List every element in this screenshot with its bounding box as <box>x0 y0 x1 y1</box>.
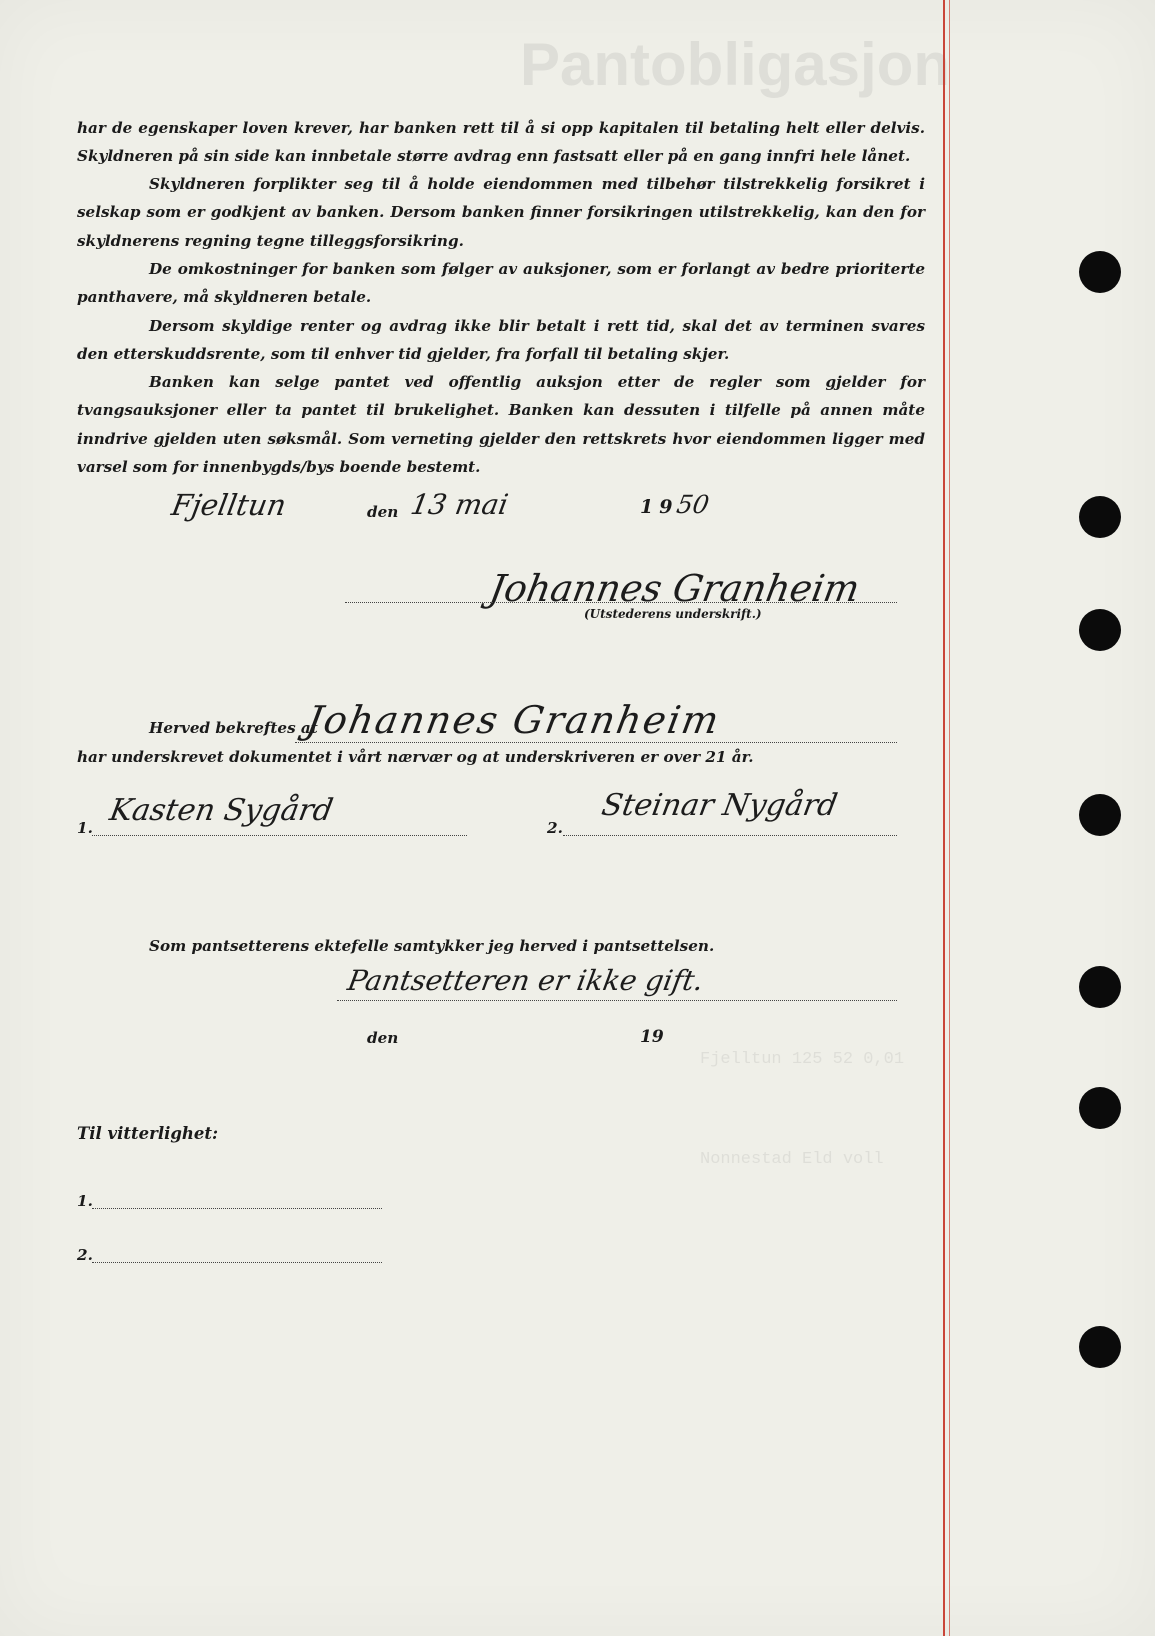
confirmed-name-handwritten: Johannes Granheim <box>303 698 724 742</box>
confirmed-name-line <box>295 742 897 743</box>
witness-confirm-prefix: Herved bekreftes at <box>149 719 318 737</box>
punch-hole <box>1079 251 1121 293</box>
issuer-signature-line <box>345 602 897 603</box>
punch-hole <box>1079 609 1121 651</box>
bleed-through-heading: Pantobligasjon <box>520 31 951 98</box>
vitterlighet-line2 <box>92 1262 382 1263</box>
witness1-number: 1. <box>77 819 93 837</box>
date-den-label: den <box>367 503 399 521</box>
margin-line-secondary <box>949 0 950 1636</box>
margin-line <box>943 0 945 1636</box>
punch-hole <box>1079 1087 1121 1129</box>
date-handwritten: 13 mai <box>408 488 511 521</box>
spouse-den-label: den <box>367 1029 399 1047</box>
vitterlighet-line2-number: 2. <box>77 1246 93 1264</box>
date-year-handwritten: 50 <box>674 490 712 519</box>
witness-confirm-statement: har underskrevet dokumentet i vårt nærvær og at underskriveren er over 21 år. <box>77 748 754 766</box>
paragraph-auction-costs: De omkostninger for banken som følger av auksjoner, som er forlangt av bedre prioriterte panthavere, må skyldneren betale. <box>77 260 925 307</box>
spouse-consent-line <box>337 1000 897 1001</box>
bleed-through-row: Nonnestad Eld voll <box>700 1150 884 1169</box>
vitterlighet-line1 <box>92 1208 382 1209</box>
vitterlighet-heading: Til vitterlighet: <box>77 1124 219 1143</box>
spouse-consent-statement: Som pantsetterens ektefelle samtykker jeg herved i pantsettelsen. <box>149 937 715 955</box>
paragraph-enforcement: Banken kan selge pantet ved offentlig auksjon etter de regler som gjelder for tvangsauksjoner eller ta pantet til brukelighet. Banken kan dessuten i tilfelle på annen måte inndrive gjelden uten søksmål. Som verneting gjelder den rettskrets hvor eiendommen ligger med varsel som for innenbygds/bys boende bestemt. <box>77 373 925 476</box>
paragraph-termination: har de egenskaper loven krever, har banken rett til å si opp kapitalen til betaling helt eller delvis. Skyldneren på sin side kan innbetale større avdrag enn fastsatt eller på en gang innfri hele lånet. <box>77 119 925 166</box>
paragraph-insurance: Skyldneren forplikter seg til å holde eiendommen med tilbehør tilstrekkelig forsikret i selskap som er godkjent av banken. Dersom banken finner forsikringen utilstrekkelig, kan den for skyldnerens regning tegne tilleggsforsikring. <box>77 175 925 250</box>
witness1-line <box>92 835 467 836</box>
punch-hole <box>1079 1326 1121 1368</box>
date-year-prefix: 19 <box>640 496 679 518</box>
punch-hole <box>1079 966 1121 1008</box>
witness1-signature: Kasten Sygård <box>106 793 336 828</box>
witness2-signature: Steinar Nygård <box>598 788 840 823</box>
place-handwritten: Fjelltun <box>169 488 289 522</box>
issuer-signature: Johannes Granheim <box>486 567 863 610</box>
issuer-signature-caption: (Utstederens underskrift.) <box>584 607 762 621</box>
witness2-line <box>563 835 897 836</box>
spouse-consent-note: Pantsetteren er ikke gift. <box>345 964 706 997</box>
spouse-year-prefix: 19 <box>640 1027 664 1047</box>
paragraph-late-interest: Dersom skyldige renter og avdrag ikke blir betalt i rett tid, skal det av terminen svares den etterskuddsrente, som til enhver tid gjelder, fra forfall til betaling skjer. <box>77 317 925 364</box>
punch-hole <box>1079 496 1121 538</box>
bleed-through-row: Fjelltun 125 52 0,01 <box>700 1050 905 1069</box>
witness2-number: 2. <box>547 819 563 837</box>
vitterlighet-line1-number: 1. <box>77 1192 93 1210</box>
punch-hole <box>1079 794 1121 836</box>
